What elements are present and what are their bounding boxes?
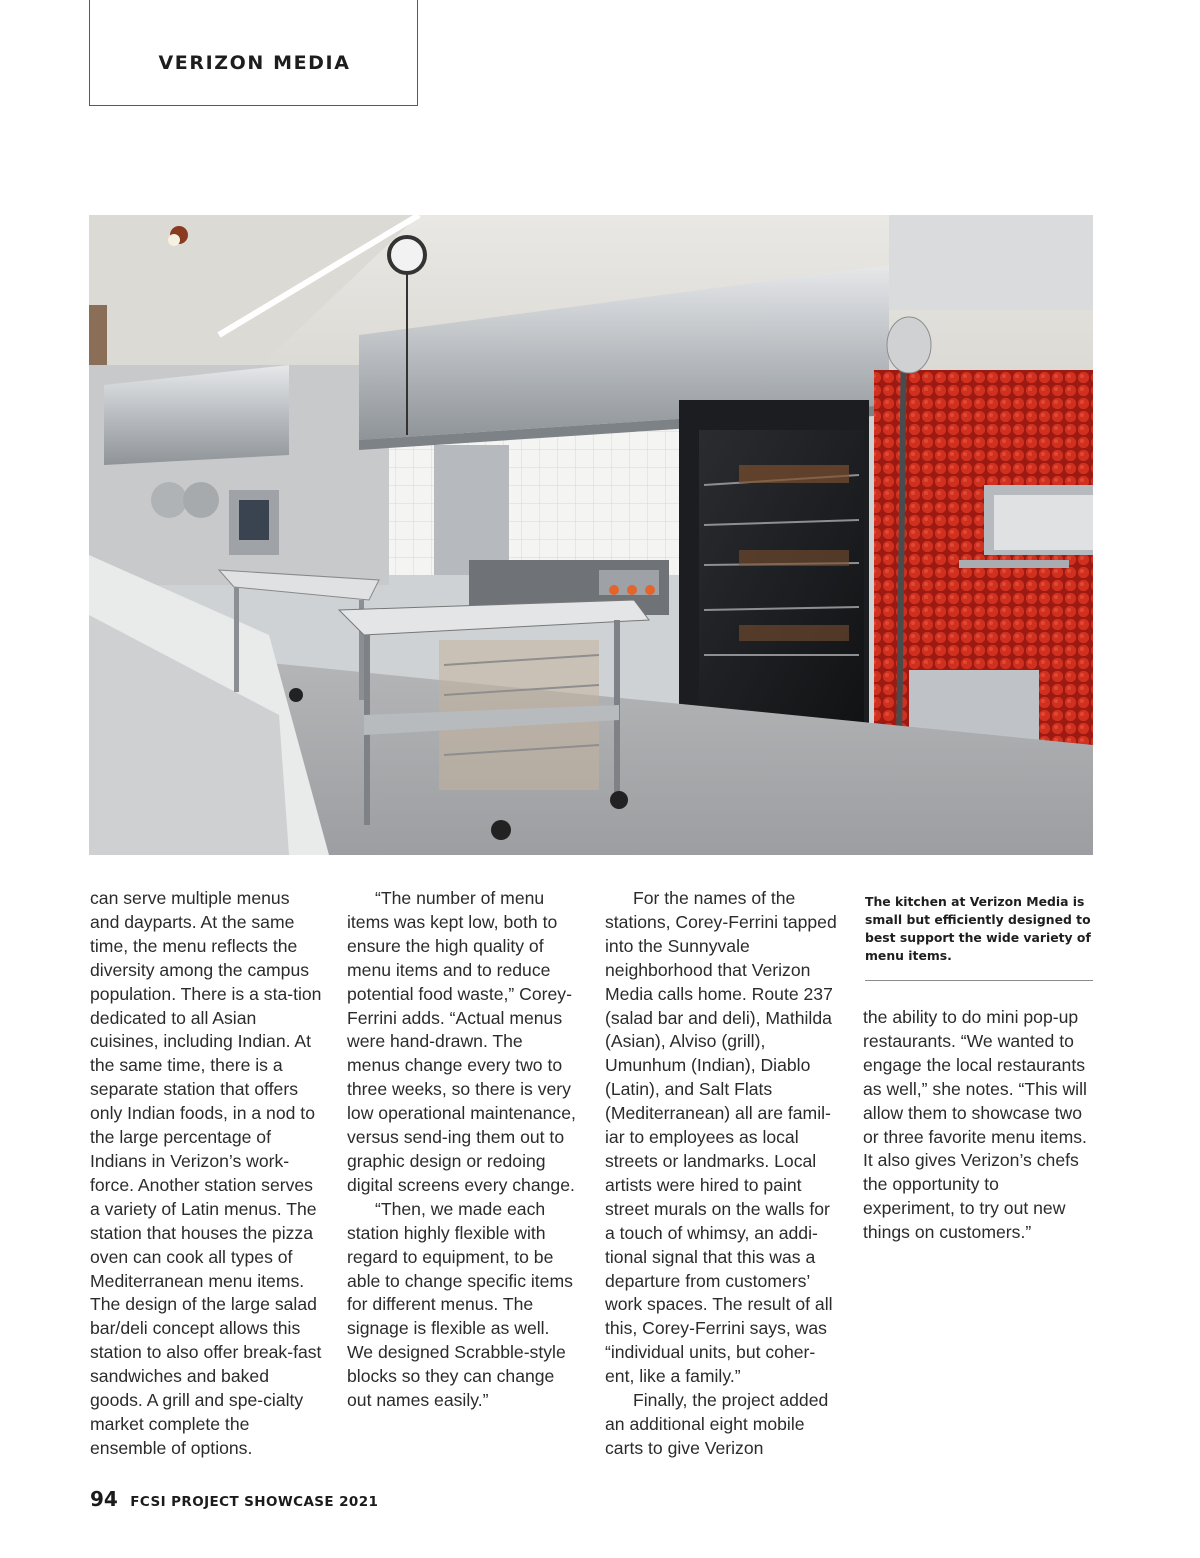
article-column-3 [605, 887, 837, 1461]
page-footer [90, 1487, 378, 1513]
caption-divider [865, 980, 1093, 981]
paragraph: “The number of menu items was kept low, both to ensure the high quality of menu items and to reduce potential food waste,” Corey-Ferrini adds. “Actual menus were hand-drawn. The menus change every two to three weeks, so there is very low operational maintenance, versus send-ing them out to graphic design or redoing digital screens every change. [347, 888, 576, 1195]
paragraph: the ability to do mini pop-up restaurants. “We wanted to engage the local restaurants as well,” she notes. “This will allow them to showcase two or three favorite menu items. It also gives Verizon’s chefs the opportunity to experiment, to try out new things on customers.” [863, 1007, 1087, 1243]
page-number: 94 [90, 1487, 118, 1511]
section-title: VERIZON MEDIA [158, 52, 351, 74]
paragraph: “Then, we made each station highly flexible with regard to equipment, to be able to change specific items for different menus. The signage is flexible as well. We designed Scrabble-style blocks so they can change out names easily.” [347, 1198, 573, 1411]
paragraph: can serve multiple menus and dayparts. At the same time, the menu reflects the diversity among the campus population. There is a sta-tion dedicated to all Asian cuisines, including Indian. At the same time, there is a separate station that offers only Indian foods, in a nod to the large percentage of Indians in Verizon’s work-force. Another station serves a variety of Latin menus. The station that houses the pizza oven can cook all types of Mediterranean menu items. The design of the large salad bar/deli concept allows this station to also offer break-fast sandwiches and baked goods. A grill and spe-cialty market complete the ensemble of options. [90, 888, 322, 1458]
section-header-box [89, 0, 418, 106]
article-column-4 [863, 1006, 1095, 1245]
kitchen-illustration [89, 215, 1093, 855]
kitchen-photo [89, 215, 1093, 855]
article-column-2 [347, 887, 579, 1413]
photo-caption: The kitchen at Verizon Media is small but efficiently designed to best support the wide variety of menu items. [865, 894, 1091, 963]
paragraph: Finally, the project added an additional eight mobile carts to give Verizon [605, 1390, 829, 1458]
paragraph: For the names of the stations, Corey-Ferrini tapped into the Sunnyvale neighborhood that Verizon Media calls home. Route 237 (salad bar and deli), Mathilda (Asian), Alviso (grill), Umunhum (Indian), Diablo (Latin), and Salt Flats (Mediterranean) all are famil-iar to employees as local streets or landmarks. Local artists were hired to paint street murals on the walls for a touch of whimsy, an addi-tional signal that this was a departure from customers’ work spaces. The result of all this, Corey-Ferrini says, was “individual units, but coher-ent, like a family.” [605, 888, 837, 1387]
article-column-1 [90, 887, 322, 1461]
publication-name: FCSI PROJECT SHOWCASE 2021 [130, 1494, 379, 1510]
